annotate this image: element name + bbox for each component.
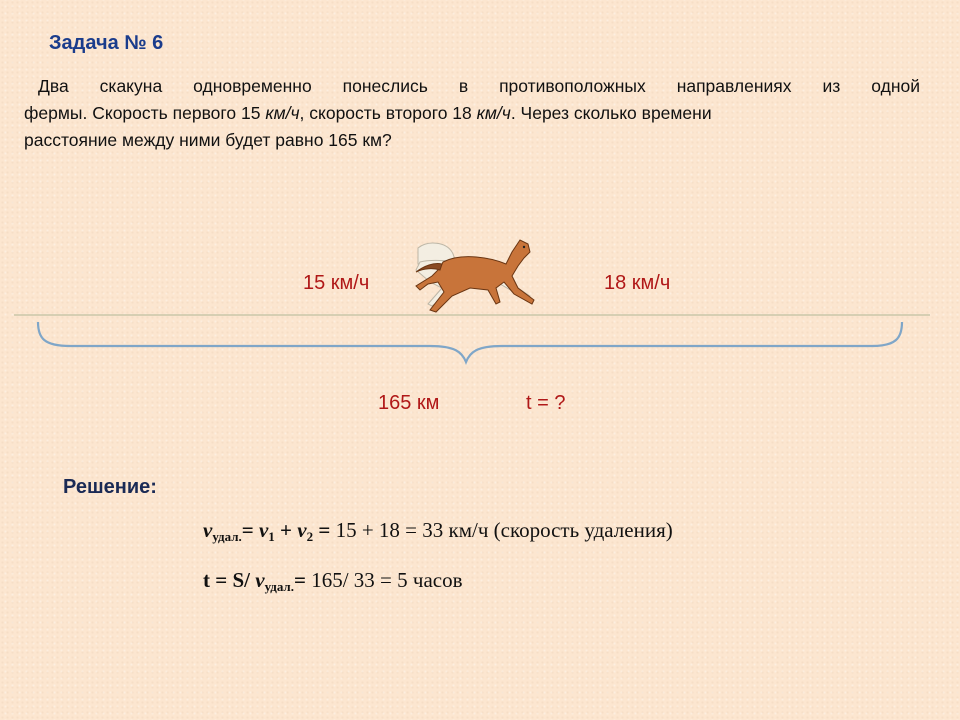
problem-line-3: расстояние между ними будет равно 165 км? [24,130,392,150]
problem-line-1: Два скакуна одновременно понеслись в противоположных направлениях из одной [38,76,920,96]
formula-time: t = S/ $v_{удал.}= 165/$ 33 = 5 часов [203,568,463,594]
time-question-label: t = ? [526,392,566,414]
unit-italic-2: км/ч [476,103,511,123]
distance-brace [38,322,902,362]
solution-label: Решение: [63,476,157,498]
problem-line-2: фермы. Скорость первого 15 км/ч, скорость второго 18 км/ч. Через сколько времени [24,103,712,123]
speed-label-left: 15 км/ч [303,272,370,294]
formula-removal-speed: $v_{удал.}= v_1 + v_2 = 15 + 18 = 33$ км/ч (скорость удаления) [203,518,673,544]
speed-label-right: 18 км/ч [604,272,671,294]
distance-label: 165 км [378,392,440,414]
task-title: Задача № 6 [49,32,164,54]
horse-icon [416,240,534,312]
